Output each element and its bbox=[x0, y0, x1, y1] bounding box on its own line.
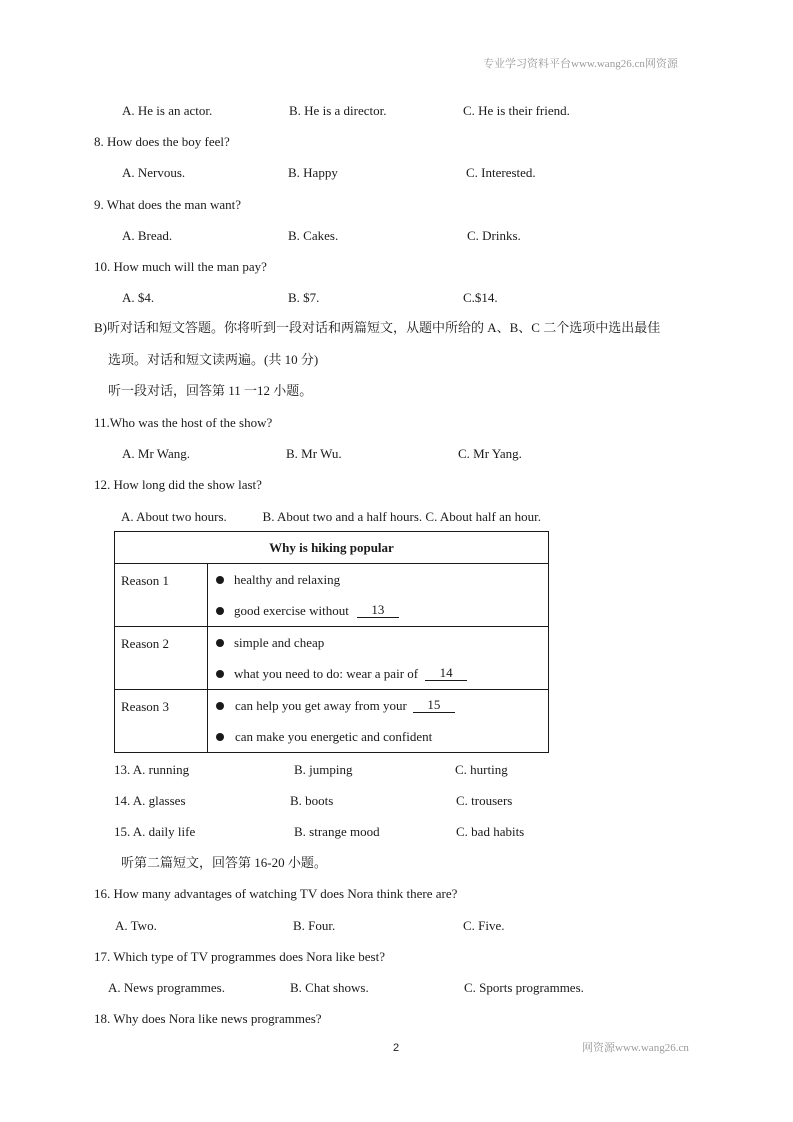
q10-option-c: C.$14. bbox=[463, 290, 498, 305]
q7-option-b: B. He is a director. bbox=[289, 103, 387, 118]
q14-option-a: 14. A. glasses bbox=[114, 793, 186, 808]
section-b-instructions-line1: B)听对话和短文答题。你将听到一段对话和两篇短文，从题中所给的 A、B、C 二个选项中选出最佳 bbox=[94, 320, 661, 335]
q11-option-c: C. Mr Yang. bbox=[458, 446, 522, 461]
question-10: 10. How much will the man pay? bbox=[94, 259, 267, 274]
q7-option-c: C. He is their friend. bbox=[463, 103, 570, 118]
question-18: 18. Why does Nora like news programmes? bbox=[94, 1011, 322, 1026]
blank-15: 15 bbox=[413, 698, 455, 713]
q8-option-a: A. Nervous. bbox=[122, 165, 186, 180]
q9-option-c: C. Drinks. bbox=[467, 228, 521, 243]
q14-option-c: C. trousers bbox=[456, 793, 513, 808]
question-12: 12. How long did the show last? bbox=[94, 477, 262, 492]
q11-option-a: A. Mr Wang. bbox=[122, 446, 191, 461]
reason-bullets: simple and cheap what you need to do: wear a pair of 14 bbox=[208, 627, 549, 690]
q9-option-a: A. Bread. bbox=[122, 228, 173, 243]
hiking-reasons-table bbox=[114, 531, 549, 753]
q10-option-b: B. $7. bbox=[288, 290, 320, 305]
bullet-icon bbox=[216, 702, 224, 710]
reason-label: Reason 3 bbox=[115, 690, 208, 753]
section-b-instructions-line2: 选项。对话和短文读两遍。(共 10 分) bbox=[108, 352, 319, 367]
question-16: 16. How many advantages of watching TV does Nora think there are? bbox=[94, 886, 458, 901]
table-row bbox=[115, 627, 549, 690]
q9-option-b: B. Cakes. bbox=[288, 228, 339, 243]
question-11: 11.Who was the host of the show? bbox=[94, 415, 273, 430]
reason-label: Reason 2 bbox=[115, 627, 208, 690]
blank-14: 14 bbox=[425, 666, 467, 681]
q8-option-c: C. Interested. bbox=[466, 165, 536, 180]
q15-option-b: B. strange mood bbox=[294, 824, 380, 839]
q13-option-c: C. hurting bbox=[455, 762, 508, 777]
bullet-icon bbox=[216, 670, 224, 678]
bullet-icon bbox=[216, 576, 224, 584]
footer-watermark: 网资源www.wang26.cn bbox=[582, 1042, 689, 1054]
table-title: Why is hiking popular bbox=[115, 532, 549, 564]
page-number: 2 bbox=[393, 1042, 400, 1054]
question-8: 8. How does the boy feel? bbox=[94, 134, 230, 149]
bullet-icon bbox=[216, 607, 224, 615]
header-watermark: 专业学习资料平台www.wang26.cn网资源 bbox=[483, 58, 678, 70]
question-17: 17. Which type of TV programmes does Nora like best? bbox=[94, 949, 385, 964]
reason-bullets: can help you get away from your 15 can make you energetic and confident bbox=[208, 690, 549, 753]
q16-option-c: C. Five. bbox=[463, 918, 505, 933]
question-9: 9. What does the man want? bbox=[94, 197, 242, 212]
passage2-note: 听第二篇短文，回答第 16-20 小题。 bbox=[121, 855, 327, 870]
q11-option-b: B. Mr Wu. bbox=[286, 446, 342, 461]
reason-bullets: healthy and relaxing good exercise without 13 bbox=[208, 564, 549, 627]
table-row bbox=[115, 690, 549, 753]
dialogue-note: 听一段对话，回答第 11 一12 小题。 bbox=[108, 383, 313, 398]
q16-option-a: A. Two. bbox=[115, 918, 157, 933]
blank-13: 13 bbox=[357, 603, 399, 618]
q16-option-b: B. Four. bbox=[293, 918, 336, 933]
q14-option-b: B. boots bbox=[290, 793, 334, 808]
q17-option-b: B. Chat shows. bbox=[290, 980, 369, 995]
q8-option-b: B. Happy bbox=[288, 165, 338, 180]
q15-option-c: C. bad habits bbox=[456, 824, 525, 839]
q13-option-b: B. jumping bbox=[294, 762, 353, 777]
q10-option-a: A. $4. bbox=[122, 290, 155, 305]
q13-option-a: 13. A. running bbox=[114, 762, 190, 777]
bullet-icon bbox=[216, 639, 224, 647]
q12-options: A. About two hours. B. About two and a half hours. C. About half an hour. bbox=[121, 509, 541, 524]
q7-option-a: A. He is an actor. bbox=[122, 103, 213, 118]
bullet-icon bbox=[216, 733, 224, 741]
table-row bbox=[115, 564, 549, 627]
reason-label: Reason 1 bbox=[115, 564, 208, 627]
q17-option-a: A. News programmes. bbox=[108, 980, 225, 995]
q17-option-c: C. Sports programmes. bbox=[464, 980, 584, 995]
q15-option-a: 15. A. daily life bbox=[114, 824, 196, 839]
